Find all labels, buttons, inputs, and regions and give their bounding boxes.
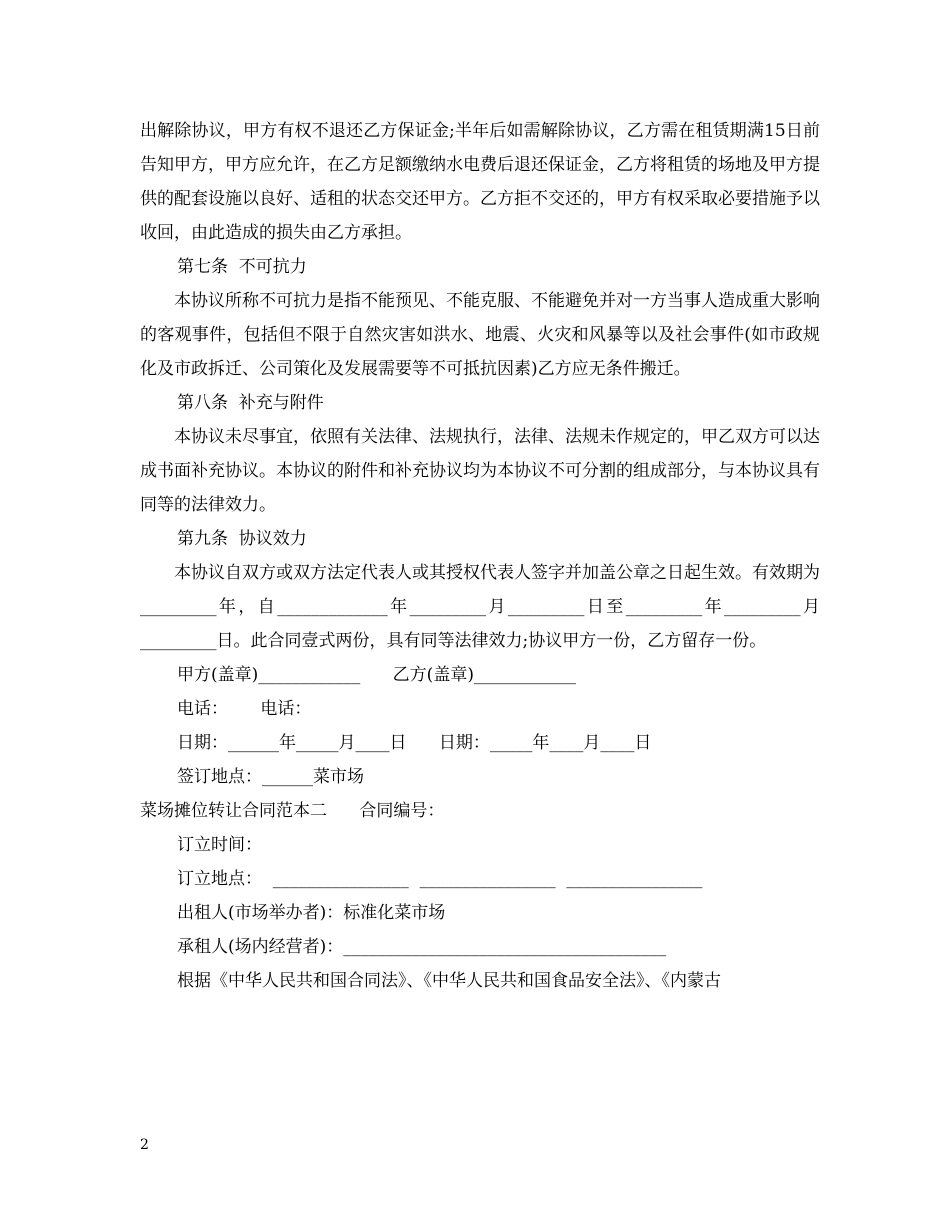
- article-9-heading: 第九条 协议效力: [177, 529, 307, 549]
- signature-dates: 日期：______年_____月____日 日期：_____年____月____日: [177, 733, 652, 753]
- contract2-basis: 根据《中华人民共和国合同法》、《中华人民共和国食品安全法》、《内蒙古: [177, 971, 721, 991]
- paragraph-force-majeure: 本协议所称不可抗力是指不能预见、不能克服、不能避免并对一方当事人造成重大影响的客观事件，包括但不限于自然灾害如洪水、地震、火灾和风暴等以及社会事件(如市政规化及市政拆迁、公司策化及发展需要等不可抵抗因素)乙方应无条件搬迁。: [140, 291, 820, 379]
- article-7-heading: 第七条 不可抗力: [177, 257, 307, 277]
- contract2-title: 菜场摊位转让合同范本二 合同编号：: [140, 801, 445, 821]
- contract2-lessor: 出租人(市场举办者)：标准化菜市场: [177, 903, 446, 923]
- page-number: 2: [140, 1137, 149, 1153]
- article-8-heading: 第八条 补充与附件: [177, 393, 324, 413]
- contract2-time: 订立时间：: [177, 835, 262, 855]
- signature-place: 签订地点：______菜市场: [177, 767, 364, 787]
- document-body: [140, 114, 820, 998]
- signature-parties: 甲方(盖章)____________ 乙方(盖章)____________: [177, 665, 576, 685]
- paragraph-termination: 出解除协议，甲方有权不退还乙方保证金;半年后如需解除协议，乙方需在租赁期满15日前告知甲方，甲方应允许，在乙方足额缴纳水电费后退还保证金，乙方将租赁的场地及甲方提供的配套设施以良好、适租的状态交还甲方。乙方拒不交还的，甲方有权采取必要措施予以收回，由此造成的损失由乙方承担。: [140, 121, 820, 243]
- signature-phones: 电话： 电话：: [177, 699, 312, 719]
- paragraph-effect: 本协议自双方或双方法定代表人或其授权代表人签字并加盖公章之日起生效。有效期为_________年，自_____________年_________月_________日至_________年_________月_________日。此合同壹式两份，具有同等法律效力;协议甲方一份，乙方留存一份。: [140, 563, 820, 651]
- paragraph-supplement: 本协议未尽事宜，依照有关法律、法规执行，法律、法规未作规定的，甲乙双方可以达成书面补充协议。本协议的附件和补充协议均为本协议不可分割的组成部分，与本协议具有同等的法律效力。: [140, 427, 820, 515]
- contract2-place: 订立地点： ________________ ________________ ________________: [177, 869, 703, 889]
- contract2-lessee: 承租人(场内经营者)：______________________________________: [177, 937, 667, 957]
